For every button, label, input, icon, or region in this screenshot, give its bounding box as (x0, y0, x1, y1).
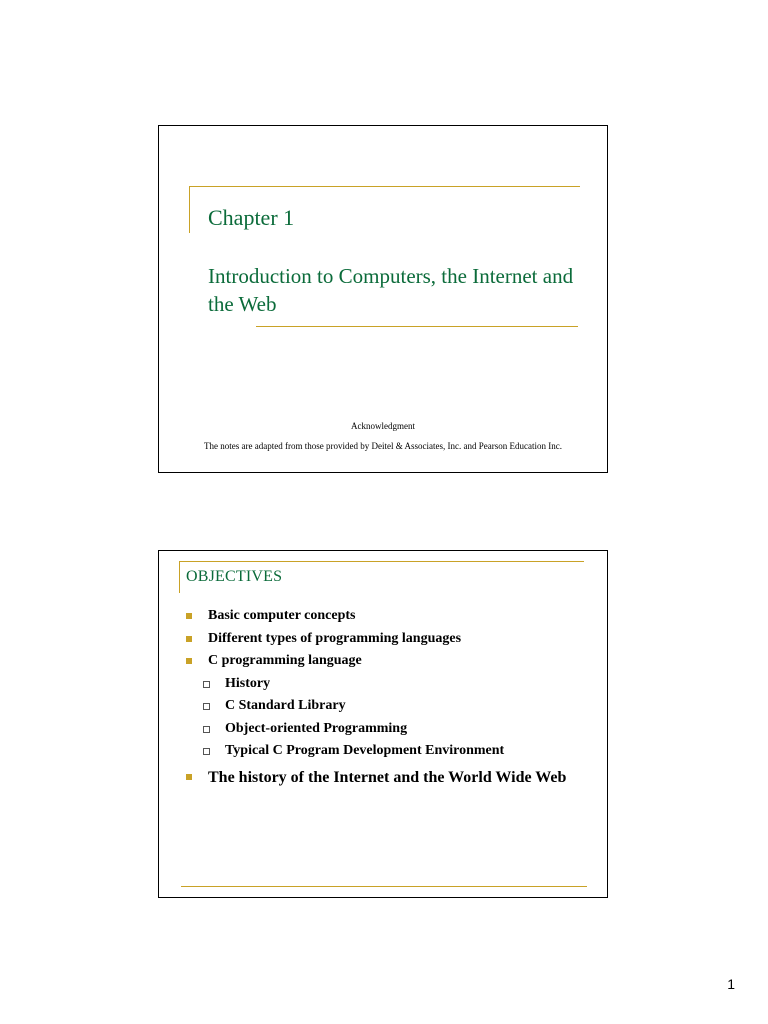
list-item (159, 605, 607, 628)
slide-2 (158, 550, 608, 898)
list-item-text: The history of the Internet and the World Wide Web (208, 768, 567, 786)
gold-rule-left (189, 186, 190, 233)
list-item-text: Object-oriented Programming (225, 720, 408, 736)
list-item-text: Different types of programming languages (208, 630, 462, 646)
slide-1 (158, 125, 608, 473)
list-item-text: History (225, 675, 271, 691)
slide-title: Introduction to Computers, the Internet and the Web (208, 264, 574, 316)
gold-rule-top (189, 186, 580, 187)
list-item-text: C programming language (208, 653, 362, 668)
gold-rule-bottom (256, 326, 578, 327)
square-bullet-icon (186, 774, 192, 780)
acknowledgment-text: The notes are adapted from those provided by Deitel & Associates, Inc. and Pearson Education Inc. (204, 441, 562, 451)
acknowledgment-heading: Acknowledgment (351, 421, 415, 431)
hollow-square-bullet-icon (203, 726, 210, 733)
list-item-text: C Standard Library (225, 698, 346, 713)
hollow-square-bullet-icon (203, 681, 210, 688)
hollow-square-bullet-icon (203, 703, 210, 710)
list-item-text: Basic computer concepts (208, 608, 356, 623)
square-bullet-icon (186, 636, 192, 642)
page-number: 1 (727, 976, 735, 992)
list-item (159, 767, 578, 789)
list-item-text: Typical C Program Development Environment (225, 743, 505, 758)
square-bullet-icon (186, 658, 192, 664)
hollow-square-bullet-icon (203, 748, 210, 755)
objectives-heading: OBJECTIVES (186, 568, 283, 585)
gold-rule-top (179, 561, 584, 562)
sub-list-item (159, 695, 607, 718)
list-item (159, 650, 607, 673)
chapter-label: Chapter 1 (208, 205, 295, 230)
gold-rule-left (179, 561, 180, 593)
objectives-list (159, 605, 607, 789)
sub-list-item (159, 740, 607, 763)
sub-list-item (159, 673, 607, 696)
sub-list-item (159, 718, 607, 741)
list-item (159, 628, 607, 651)
square-bullet-icon (186, 613, 192, 619)
gold-rule-bottom (181, 886, 587, 887)
